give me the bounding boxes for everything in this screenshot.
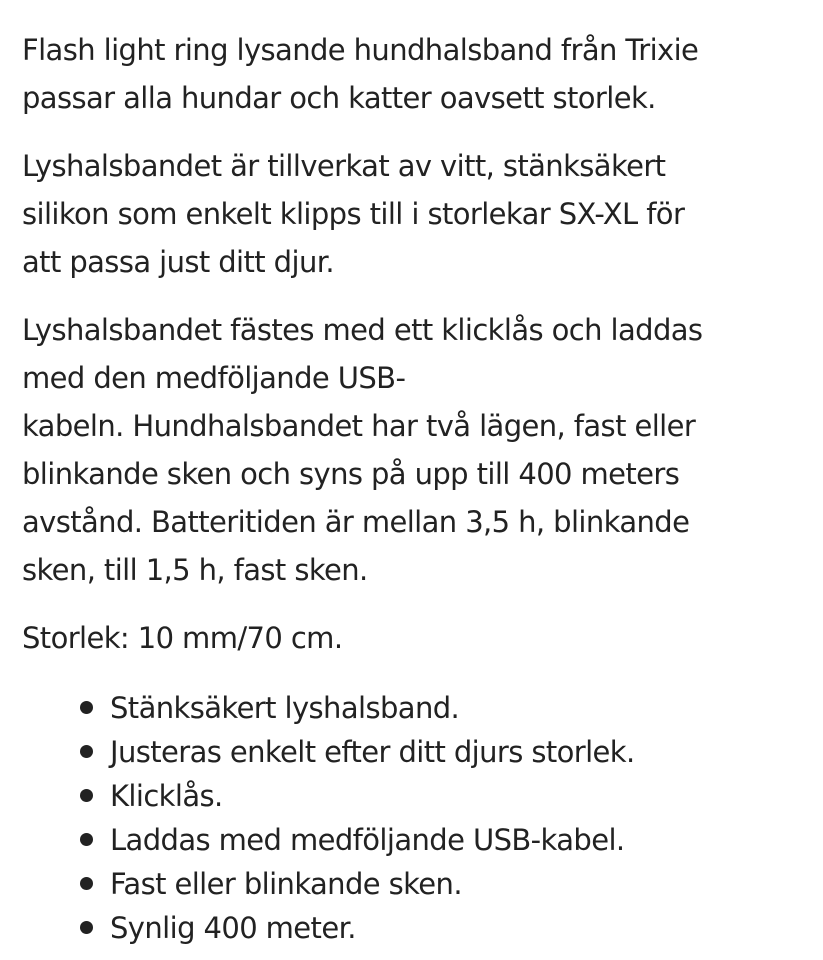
text-line: att passa just ditt djur. — [22, 245, 335, 279]
bullet-icon — [80, 921, 93, 934]
text-line: Lyshalsbandet är tillverkat av vitt, stänksäkert — [22, 149, 666, 183]
text-line: silikon som enkelt klipps till i storlekar SX-XL för — [22, 197, 685, 231]
list-item — [80, 862, 812, 906]
text-line: sken, till 1,5 h, fast sken. — [22, 553, 368, 587]
list-item-text: Klicklås. — [110, 779, 223, 813]
list-item-text: Synlig 400 meter. — [110, 911, 356, 945]
bullet-icon — [80, 833, 93, 846]
function-paragraph — [22, 306, 812, 594]
list-item-text: Fast eller blinkande sken. — [110, 867, 462, 901]
list-item-text: Laddas med medföljande USB-kabel. — [110, 823, 625, 857]
list-item — [80, 730, 812, 774]
text-line: avstånd. Batteritiden är mellan 3,5 h, blinkande — [22, 505, 690, 539]
feature-list — [22, 686, 812, 950]
list-item — [80, 818, 812, 862]
product-description — [22, 26, 812, 950]
material-paragraph — [22, 142, 812, 286]
list-item-text: Stänksäkert lyshalsband. — [110, 691, 460, 725]
list-item — [80, 686, 812, 730]
text-line: kabeln. Hundhalsbandet har två lägen, fast eller — [22, 409, 696, 443]
list-item-text: Justeras enkelt efter ditt djurs storlek. — [110, 735, 635, 769]
bullet-icon — [80, 789, 93, 802]
bullet-icon — [80, 877, 93, 890]
list-item — [80, 906, 812, 950]
size-paragraph: Storlek: 10 mm/70 cm. — [22, 621, 343, 655]
text-line: med den medföljande USB- — [22, 361, 406, 395]
bullet-icon — [80, 745, 93, 758]
list-item — [80, 774, 812, 818]
text-line: blinkande sken och syns på upp till 400 meters — [22, 457, 680, 491]
text-line: Lyshalsbandet fästes med ett klicklås och laddas — [22, 313, 703, 347]
intro-paragraph — [22, 26, 812, 122]
text-line: passar alla hundar och katter oavsett storlek. — [22, 81, 656, 115]
text-line: Flash light ring lysande hundhalsband från Trixie — [22, 33, 699, 67]
bullet-icon — [80, 701, 93, 714]
